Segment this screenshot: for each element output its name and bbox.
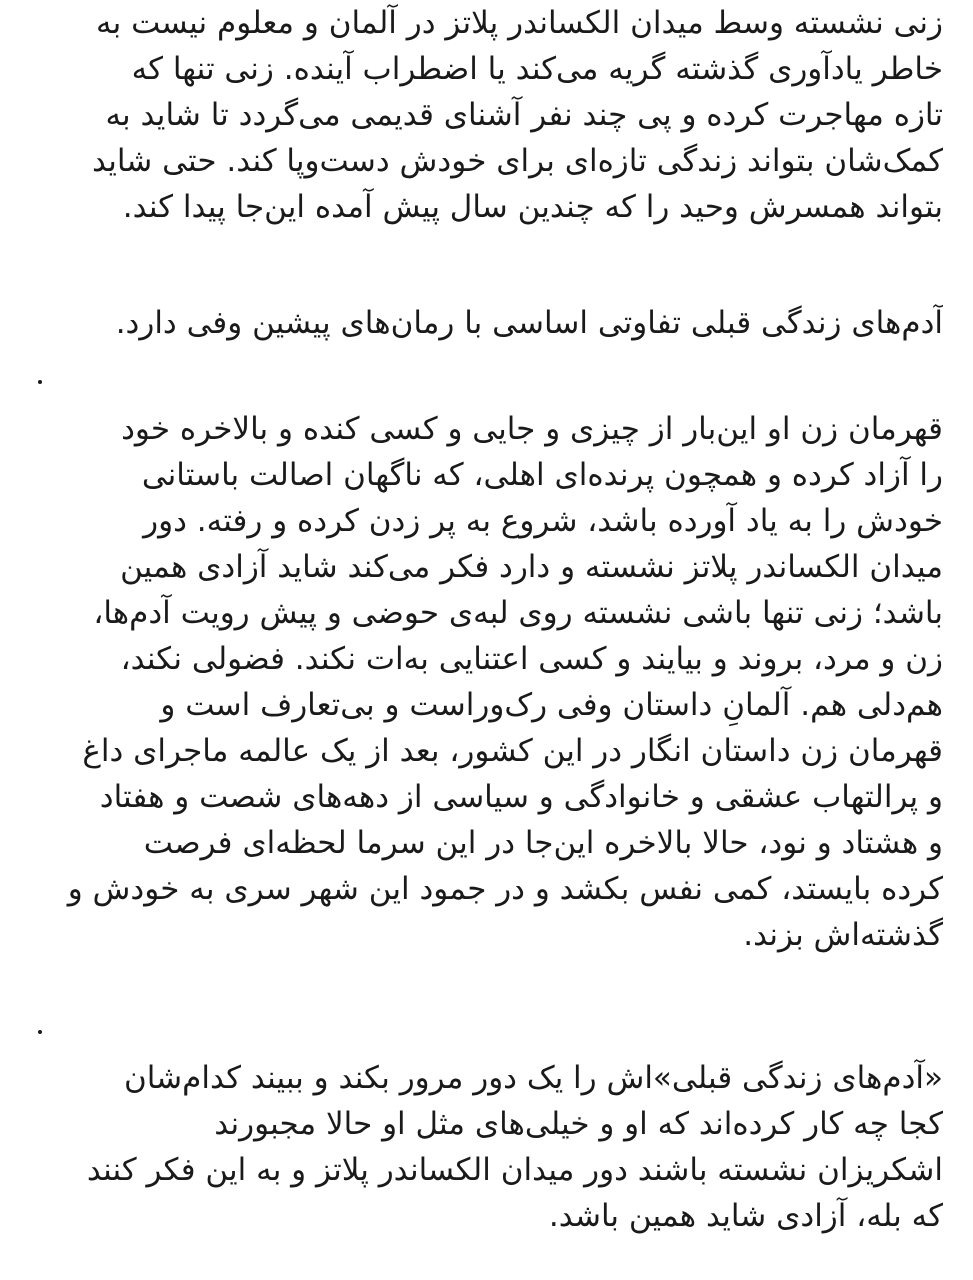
text-line: و هشتاد و نود، حالا بالاخره این‌جا در این سرما لحظه‌ای فرصت (143, 825, 943, 861)
text-line: قهرمان زن داستان انگار در این کشور، بعد از یک عالمه ماجرای داغ (82, 733, 943, 769)
text-line: «آدم‌های زندگی قبلی»اش را یک دور مرور بکند و ببیند کدام‌شان (123, 1060, 943, 1096)
paragraph-intro (30, 0, 943, 230)
text-line: کجا چه کار کرده‌اند که او و خیلی‌های مثل او حالا مجبورند (214, 1106, 943, 1142)
text-line: خودش را به یاد آورده باشد، شروع به پر زدن کرده و رفته. دور (143, 503, 943, 539)
paragraph-conclusion (30, 1055, 943, 1239)
text-line: که بله، آزادی شاید همین باشد. (548, 1198, 943, 1234)
text-line: بتواند همسرش وحید را که چندین سال پیش آمده این‌جا پیدا کند. (122, 189, 943, 225)
text-line: خاطر یادآوری گذشته گریه می‌کند یا اضطراب آینده. زنی تنها که (131, 51, 943, 87)
text-line: را آزاد کرده و همچون پرنده‌ای اهلی، که ناگهان اصالت باستانی (141, 457, 943, 493)
text-line: زنی نشسته وسط میدان الکساندر پلاتز در آلمان و معلوم نیست به (95, 5, 943, 41)
separator-dot (38, 380, 42, 384)
text-line: اشکریزان نشسته باشند دور میدان الکساندر پلاتز و به این فکر کنند (86, 1152, 943, 1188)
text-line: قهرمان زن او این‌بار از چیزی و جایی و کسی کنده و بالاخره خود (121, 411, 943, 447)
paragraph-heroine (30, 406, 943, 958)
text-line: کرده بایستد، کمی نفس بکشد و در جمود این شهر سری به خودش و (67, 871, 943, 907)
text-line: آدم‌های زندگی قبلی تفاوتی اساسی با رمان‌های پیشین وفی دارد. (115, 305, 943, 341)
text-line: زن و مرد، بروند و بیایند و کسی اعتنایی به‌ات نکند. فضولی نکند، (120, 641, 943, 677)
text-line: باشد؛ زنی تنها باشی نشسته روی لبه‌ی حوضی و پیش رویت آدم‌ها، (93, 595, 943, 631)
separator-dot (38, 1030, 42, 1034)
text-line: و پرالتهاب عشقی و خانوادگی و سیاسی از دهه‌های شصت و هفتاد (99, 779, 943, 815)
text-line: کمک‌شان بتواند زندگی تازه‌ای برای خودش دست‌وپا کند. حتی شاید (91, 143, 943, 179)
text-line: گذشته‌اش بزند. (743, 917, 943, 953)
text-line: میدان الکساندر پلاتز نشسته و دارد فکر می‌کند شاید آزادی همین (120, 549, 943, 585)
paragraph-comparison (30, 300, 943, 346)
text-line: هم‌دلی هم. آلمانِ داستان وفی رک‌وراست و بی‌تعارف است و (160, 687, 943, 723)
text-line: تازه مهاجرت کرده و پی چند نفر آشنای قدیمی می‌گردد تا شاید به (105, 97, 943, 133)
